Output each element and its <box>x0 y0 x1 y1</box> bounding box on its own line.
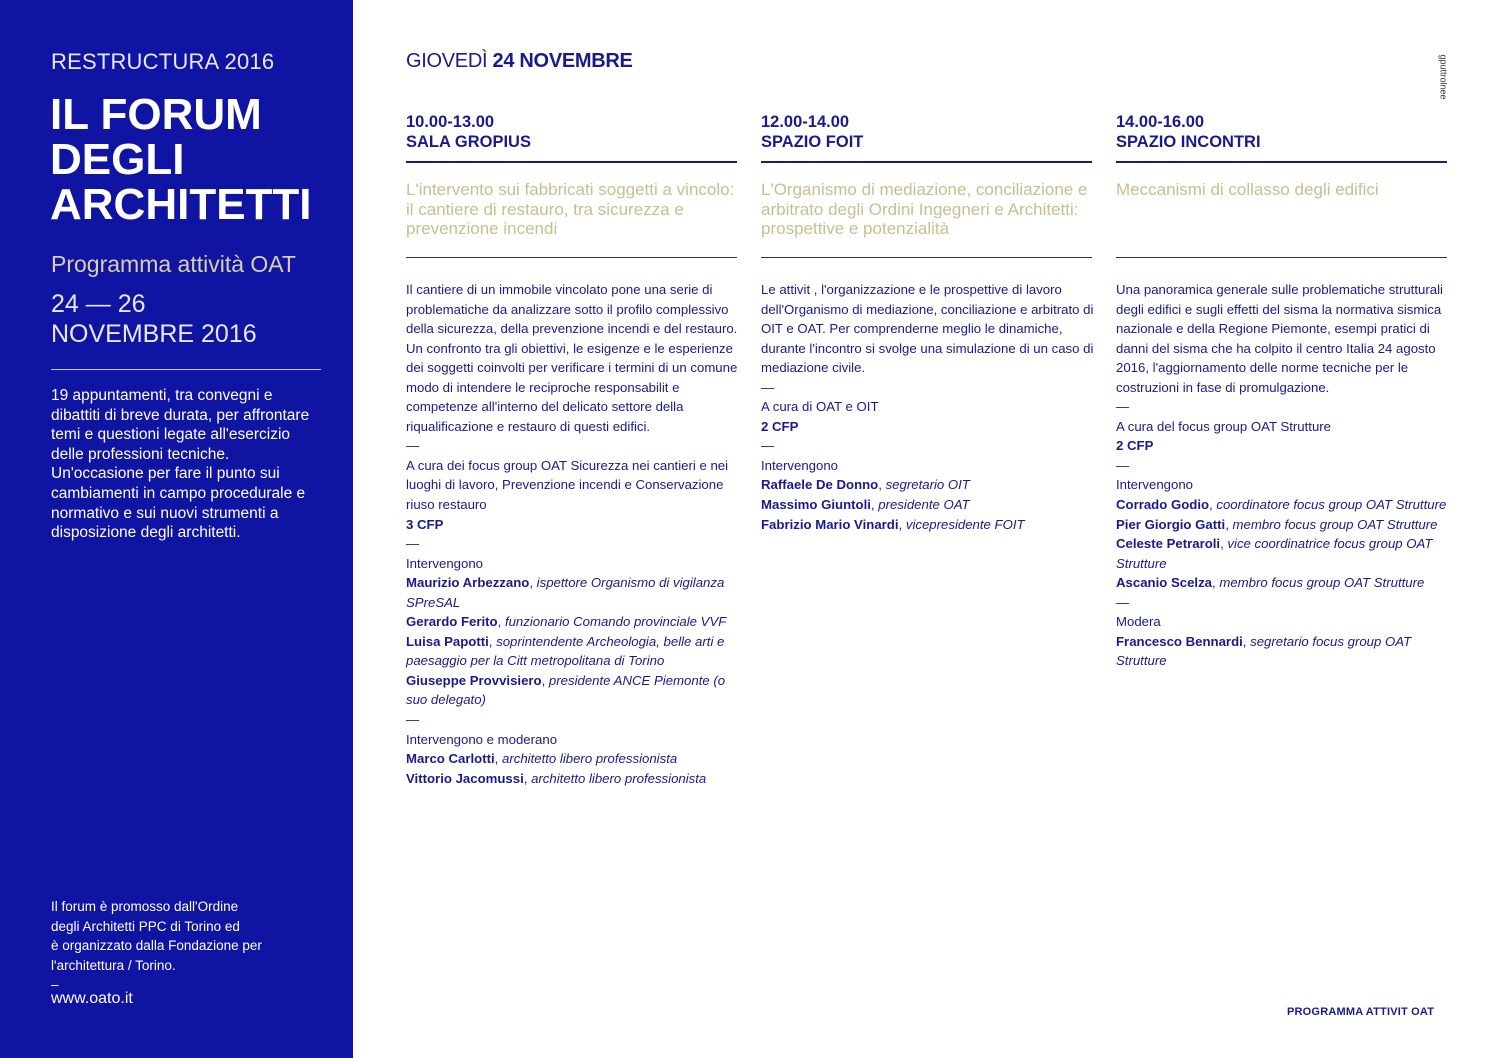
session-room: SPAZIO INCONTRI <box>1116 133 1261 151</box>
promoter-line: degli Architetti PPC di Torino ed <box>51 918 240 934</box>
event-description: 19 appuntamenti, tra convegni e dibattiti di breve durata, per affrontare temi e questioni legate all'esercizio delle professioni tecniche. Un'occasione per fare il punto sui cambiamenti in campo procedurale e normativo e sui nuovi strumenti a disposizione degli architetti. <box>51 387 310 542</box>
speakers-label: Intervengono <box>761 457 838 473</box>
title-line: IL FORUM <box>50 90 262 139</box>
speaker-item: Corrado Godio, coordinatore focus group OAT Strutture <box>1116 497 1447 513</box>
dash-separator: — <box>406 536 420 552</box>
session-curated: A cura di OAT e OIT <box>761 399 879 415</box>
dash-separator: — <box>761 438 775 454</box>
speakers-label: Intervengono <box>406 555 483 571</box>
speaker-role: presidente OAT <box>878 497 970 513</box>
session-time: 14.00-16.00 <box>1116 113 1205 131</box>
speaker-item: Raffaele De Donno, segretario OIT <box>761 477 970 493</box>
divider <box>1116 161 1447 163</box>
speaker-item: Gerardo Ferito, funzionario Comando provinciale VVF <box>406 614 727 630</box>
speaker-name: Maurizio Arbezzano <box>406 575 530 591</box>
dash-separator: — <box>406 438 420 454</box>
speaker-name: Raffaele De Donno <box>761 477 879 493</box>
session-curated: A cura dei focus group OAT Sicurezza nei cantieri e nei luoghi di lavoro, Prevenzione incendi e Conservazione riuso restauro <box>406 457 729 513</box>
promoter-line: Il forum è promosso dall'Ordine <box>51 899 239 914</box>
page-subtitle: Programma attività OAT <box>51 251 296 277</box>
divider <box>761 257 1092 258</box>
session-intro: Le attivit , l'organizzazione e le prospettive di lavoro dell'Organismo di mediazione, conciliazione e arbitrato di OIT e OAT. Per comprenderne meglio le dinamiche, durante l'incontro si svolge una simulazione di un caso di mediazione civile. <box>761 282 1094 376</box>
session-column <box>1116 112 1447 669</box>
moderator-item: Francesco Bennardi, segretario focus group OAT Strutture <box>1116 633 1412 669</box>
session-topic: Meccanismi di collasso degli edifici <box>1116 180 1379 199</box>
sidebar-panel <box>0 0 353 1058</box>
speaker-role: presidente ANCE Piemonte (o suo delegato) <box>406 672 726 708</box>
speaker-name: Fabrizio Mario Vinardi <box>761 516 899 532</box>
speaker-name: Corrado Godio <box>1116 497 1210 513</box>
dash-separator: — <box>761 379 775 395</box>
moderator-item: Vittorio Jacomussi, architetto libero professionista <box>406 770 707 786</box>
session-cfp: 2 CFP <box>761 418 799 434</box>
speaker-item: Massimo Giuntoli, presidente OAT <box>761 497 970 513</box>
session-cfp: 3 CFP <box>406 516 444 532</box>
session-details <box>406 280 741 788</box>
speaker-role: ispettore Organismo di vigilanza SPreSAL <box>406 575 725 610</box>
dates-line: 24 — 26 <box>51 290 146 318</box>
dash-separator: — <box>1116 399 1130 415</box>
session-curated: A cura del focus group OAT Strutture <box>1116 418 1332 434</box>
promoter-note <box>51 897 341 995</box>
day-date: 24 NOVEMBRE <box>492 50 633 72</box>
speaker-role: funzionario Comando provinciale VVF <box>504 614 727 630</box>
moderators-label: Modera <box>1116 614 1161 630</box>
moderator-role: architetto libero professionista <box>502 751 678 767</box>
event-dates <box>51 289 257 349</box>
session-intro: Una panoramica generale sulle problematiche strutturali degli edifici e sugli effetti del sisma la normativa sismica nazionale e della Regione Piemonte, esempi pratici di danni del sisma che ha colpito il centro Italia 24 agosto 2016, l'aggiornamento delle norme tecniche per le costruzioni in fase di promulgazione. <box>1116 282 1443 395</box>
speaker-name: Giuseppe Provvisiero <box>406 672 542 688</box>
speaker-name: Massimo Giuntoli <box>761 497 871 513</box>
session-time: 12.00-14.00 <box>761 113 850 131</box>
divider <box>406 161 737 163</box>
title-line: DEGLI <box>50 135 185 184</box>
promoter-line: è organizzato dalla Fondazione per <box>51 938 262 953</box>
dash-separator: — <box>1116 594 1130 610</box>
day-heading <box>406 50 633 73</box>
side-tag <box>1438 48 1457 108</box>
dash-separator: — <box>1116 457 1130 473</box>
promoter-line: l'architettura / Torino. <box>51 957 176 973</box>
footer-label: PROGRAMMA ATTIVIT OAT <box>1287 1006 1435 1018</box>
speaker-name: Luisa Papotti <box>406 633 489 649</box>
speaker-role: segretario OIT <box>885 477 970 493</box>
session-cfp: 2 CFP <box>1116 438 1154 454</box>
speaker-name: Pier Giorgio Gatti <box>1116 516 1226 532</box>
moderator-role: segretario focus group OAT Strutture <box>1116 633 1412 669</box>
dates-line: NOVEMBRE 2016 <box>51 320 257 348</box>
moderator-item: Marco Carlotti, architetto libero professionista <box>406 751 678 767</box>
dash-separator: – <box>51 977 59 992</box>
speaker-role: membro focus group OAT Strutture <box>1219 575 1425 591</box>
speaker-role: soprintendente Archeologia, belle arti e paesaggio per la Citt metropolitana di Torino <box>406 633 725 669</box>
speaker-item: Luisa Papotti, soprintendente Archeologia, belle arti e paesaggio per la Citt metropolitana di Torino <box>406 633 725 669</box>
speaker-item: Celeste Petraroli, vice coordinatrice focus group OAT Strutture <box>1116 536 1433 571</box>
moderators-label: Intervengono e moderano <box>406 731 558 747</box>
speaker-name: Celeste Petraroli <box>1116 536 1221 552</box>
session-details <box>761 280 1096 534</box>
session-intro: Il cantiere di un immobile vincolato pone una serie di problematiche da analizzare sotto il profilo complessivo della sicurezza, della prevenzione incendi e del restauro. Un confronto tra gli obiettivi, le esigenze e le esperienze dei soggetti coinvolti per verificare i termini di un comune modo di intendere le reciproche responsabilit e competenze all'interno del delicato settore della riqualificazione e restauro di questi edifici. <box>406 282 738 434</box>
session-time: 10.00-13.00 <box>406 113 495 131</box>
session-topic: L'Organismo di mediazione, conciliazione e arbitrato degli Ordini Ingegneri e Architetti: prospettive e potenzialità <box>761 180 1088 239</box>
page-title <box>50 92 340 227</box>
session-room: SALA GROPIUS <box>406 133 531 151</box>
speaker-item: Ascanio Scelza, membro focus group OAT Strutture <box>1116 575 1425 591</box>
title-line: ARCHITETTI <box>50 180 312 229</box>
dash-separator: — <box>406 712 420 728</box>
speaker-item: Fabrizio Mario Vinardi, vicepresidente FOIT <box>761 516 1025 532</box>
speaker-item: Giuseppe Provvisiero, presidente ANCE Piemonte (o suo delegato) <box>406 672 726 708</box>
moderator-name: Vittorio Jacomussi <box>406 770 524 786</box>
moderator-role: architetto libero professionista <box>531 770 707 786</box>
day-label: GIOVEDÌ <box>406 50 488 72</box>
session-column <box>406 112 738 786</box>
session-column <box>761 112 1094 532</box>
speaker-name: Gerardo Ferito <box>406 614 498 630</box>
speaker-role: coordinatore focus group OAT Strutture <box>1216 497 1447 513</box>
event-name: RESTRUCTURA 2016 <box>51 49 275 74</box>
session-topic: L'intervento sui fabbricati soggetti a vincolo: il cantiere di restauro, tra sicurezza e prevenzione incendi <box>406 180 735 239</box>
side-tag-text: gputtrolnee <box>1438 54 1449 100</box>
divider <box>406 257 737 258</box>
speaker-item: Pier Giorgio Gatti, membro focus group OAT Strutture <box>1116 516 1438 532</box>
speaker-role: membro focus group OAT Strutture <box>1232 516 1438 532</box>
website-link[interactable]: www.oato.it <box>51 990 133 1007</box>
speaker-name: Ascanio Scelza <box>1116 575 1213 591</box>
speakers-label: Intervengono <box>1116 477 1193 493</box>
speaker-item: Maurizio Arbezzano, ispettore Organismo di vigilanza SPreSAL <box>406 575 725 610</box>
session-room: SPAZIO FOIT <box>761 133 864 151</box>
moderator-name: Francesco Bennardi <box>1116 633 1243 649</box>
divider <box>761 161 1092 163</box>
moderator-name: Marco Carlotti <box>406 751 495 767</box>
speaker-role: vicepresidente FOIT <box>905 516 1025 532</box>
divider <box>1116 257 1447 258</box>
session-details <box>1116 280 1451 671</box>
speaker-role: vice coordinatrice focus group OAT Strutture <box>1116 536 1433 571</box>
divider <box>51 369 321 370</box>
